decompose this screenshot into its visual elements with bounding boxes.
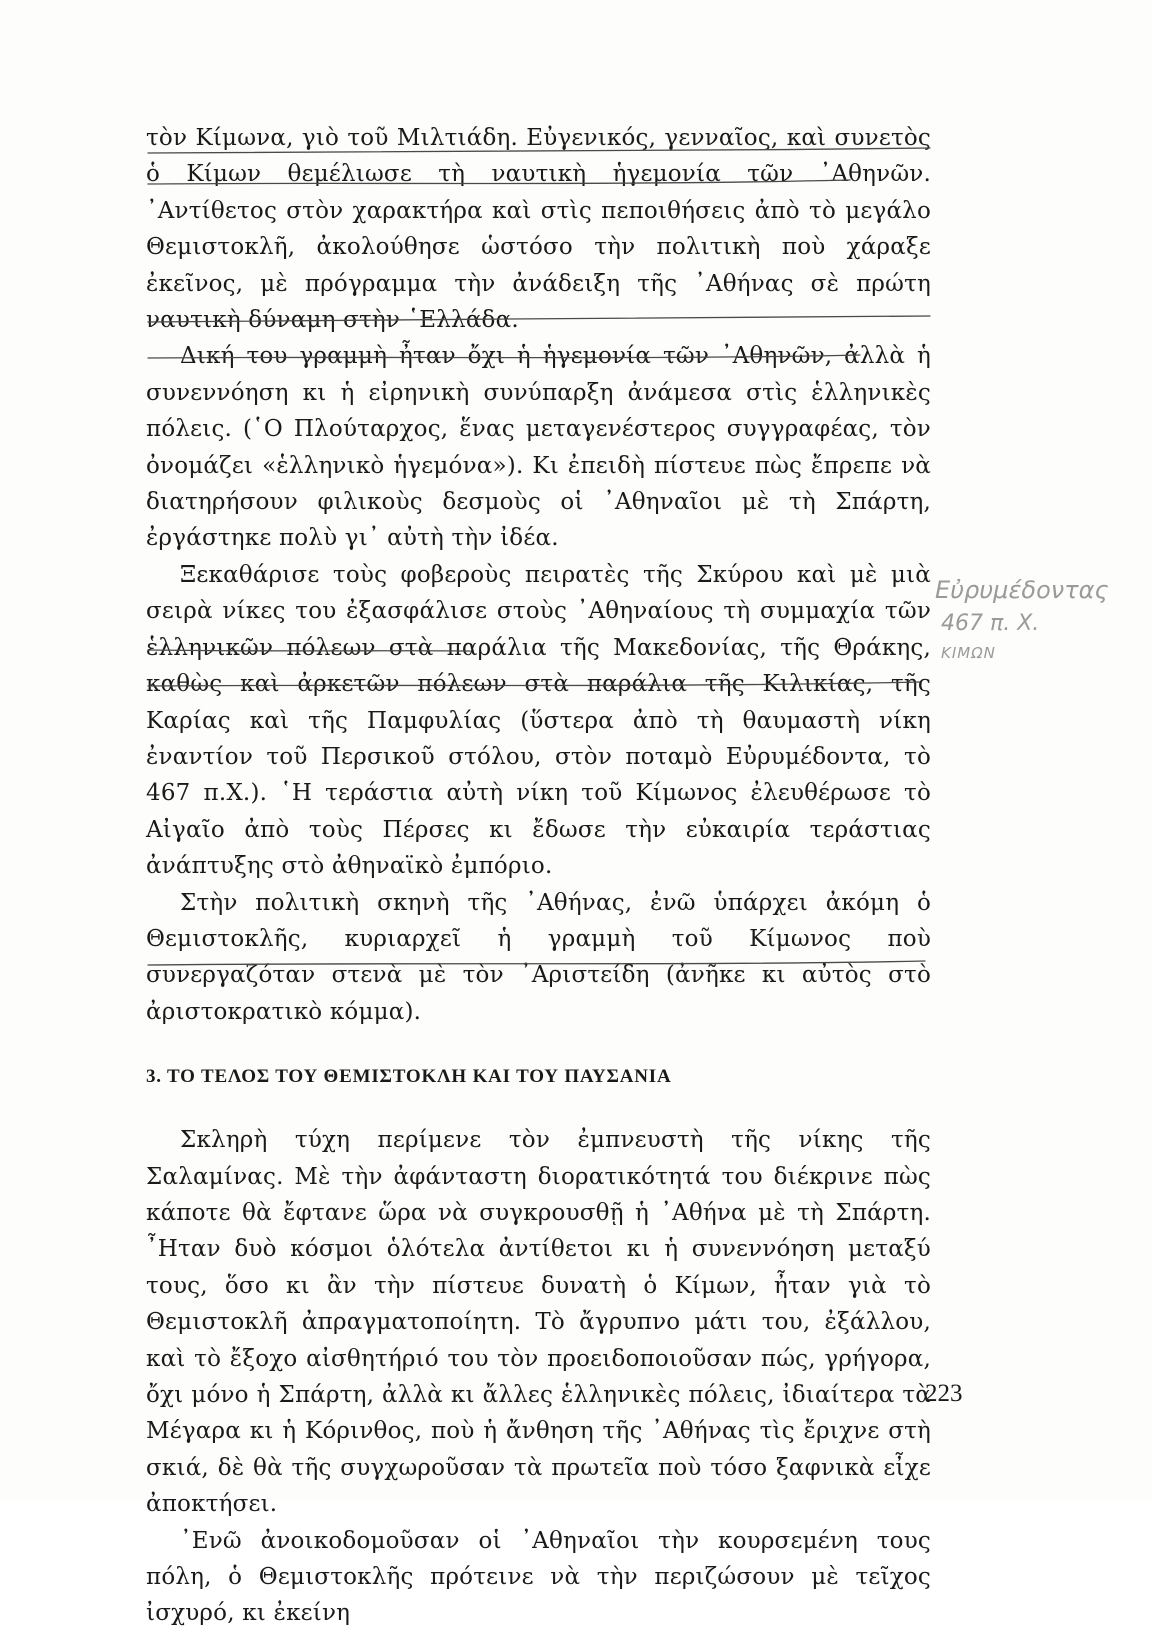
handwritten-margin-note [935, 572, 1125, 672]
section-paragraph-2: ᾿Ενῶ ἀνοικοδομοῦσαν οἱ ᾿Αθηναῖοι τὴν κουρσεμένη τους πόλη, ὁ Θεμιστοκλῆς πρότεινε νὰ τὴν περιζώσουν μὲ τεῖχος ἰσχυρό, κι ἐκείνη [146, 1527, 931, 1627]
margin-note-drawing [935, 572, 1125, 672]
paragraph-1: τὸν Κίμωνα, γιὸ τοῦ Μιλτιάδη. Εὐγενικός, γενναῖος, καὶ συνετὸς ὁ Κίμων θεμέλιωσε τὴ ναυτικὴ ἡγεμονία τῶν ᾿Αθηνῶν. ᾿Αντίθετος στὸν χαρακτήρα καὶ στὶς πεποιθήσεις ἀπὸ τὸ μεγάλο Θεμιστοκλῆ, ἀκολούθησε ὡστόσο τὴν πολιτικὴ ποὺ χάραξε ἐκεῖνος, μὲ πρόγραμμα τὴν ἀνάδειξη τῆς ᾿Αθήνας σὲ πρώτη ναυτικὴ δύναμη στὴν ῾Ελλάδα. [146, 125, 931, 334]
body-text [146, 120, 931, 1632]
section-heading: 3. ΤΟ ΤΕΛΟΣ ΤΟΥ ΘΕΜΙΣΤΟΚΛΗ ΚΑΙ ΤΟΥ ΠΑΥΣΑΝΙΑ [146, 1066, 672, 1088]
paragraph-2: Δική του γραμμὴ ἦταν ὄχι ἡ ἡγεμονία τῶν ᾿Αθηνῶν, ἀλλὰ ἡ συνεννόηση κι ἡ εἰρηνικὴ συνύπαρξη ἀνάμεσα στὶς ἑλληνικὲς πόλεις. (῾Ο Πλούταρχος, ἕνας μεταγενέστερος συγγραφέας, τὸν ὀνομάζει «ἑλληνικὸ ἡγεμόνα»). Κι ἐπειδὴ πίστευε πὼς ἔπρεπε νὰ διατηρήσουν φιλικοὺς δεσμοὺς οἱ ᾿Αθηναῖοι μὲ τὴ Σπάρτη, ἐργάστηκε πολὺ γι᾿ αὐτὴ τὴν ἰδέα. [146, 343, 931, 552]
margin-note-line-3: ΚΙΜΩΝ [941, 644, 996, 662]
margin-note-line-1: Εὐρυμέδοντας [935, 576, 1109, 604]
paragraph-3: Ξεκαθάρισε τοὺς φοβεροὺς πειρατὲς τῆς Σκύρου καὶ μὲ μιὰ σειρὰ νίκες του ἐξασφάλισε στοὺς ᾿Αθηναίους τὴ συμμαχία τῶν ἑλληνικῶν πόλεων στὰ παράλια τῆς Μακεδονίας, τῆς Θράκης, καθὼς καὶ ἀρκετῶν πόλεων στὰ παράλια τῆς Κιλικίας, τῆς Καρίας καὶ τῆς Παμφυλίας (ὕστερα ἀπὸ τὴ θαυμαστὴ νίκη ἐναντίον τοῦ Περσικοῦ στόλου, στὸν ποταμὸ Εὐρυμέδοντα, τὸ 467 π.Χ.). ῾Η τεράστια αὐτὴ νίκη τοῦ Κίμωνος ἐλευθέρωσε τὸ Αἰγαῖο ἀπὸ τοὺς Πέρσες κι ἔδωσε τὴν εὐκαιρία τεράστιας ἀνάπτυξης στὸ ἀθηναϊκὸ ἐμπόριο. [146, 561, 931, 880]
section-paragraph-1: Σκληρὴ τύχη περίμενε τὸν ἐμπνευστὴ τῆς νίκης τῆς Σαλαμίνας. Μὲ τὴν ἀφάνταστη διορατικότητά του διέκρινε πὼς κάποτε θὰ ἔφτανε ὥρα νὰ συγκρουσθῇ ἡ ᾿Αθήνα μὲ τὴ Σπάρτη. ῏Ηταν δυὸ κόσμοι ὁλότελα ἀντίθετοι κι ἡ συνεννόηση μεταξύ τους, ὅσο κι ἂν τὴν πίστευε δυνατὴ ὁ Κίμων, ἦταν γιὰ τὸ Θεμιστοκλῆ ἀπραγματοποίητη. Τὸ ἄγρυπνο μάτι του, ἐξάλλου, καὶ τὸ ἔξοχο αἰσθητήριό του τὸν προειδοποιοῦσαν πώς, γρήγορα, ὄχι μόνο ἡ Σπάρτη, ἀλλὰ κι ἄλλες ἑλληνικὲς πόλεις, ἰδιαίτερα τὰ Μέγαρα κι ἡ Κόρινθος, ποὺ ἡ ἄνθηση τῆς ᾿Αθήνας τὶς ἔριχνε στὴ σκιά, δὲ θὰ τῆς συγχωροῦσαν τὰ πρωτεῖα ποὺ τόσο ξαφνικὰ εἶχε ἀποκτήσει. [146, 1127, 931, 1518]
page-number: 223 [925, 1380, 963, 1407]
margin-note-line-2: 467 π. Χ. [941, 611, 1040, 636]
paragraph-4: Στὴν πολιτικὴ σκηνὴ τῆς ᾿Αθήνας, ἐνῶ ὑπάρχει ἀκόμη ὁ Θεμιστοκλῆς, κυριαρχεῖ ἡ γραμμὴ τοῦ Κίμωνος ποὺ συνεργαζόταν στενὰ μὲ τὸν ᾿Αριστείδη (ἀνῆκε κι αὐτὸς στὸ ἀριστοκρατικὸ κόμμα). [146, 889, 931, 1025]
